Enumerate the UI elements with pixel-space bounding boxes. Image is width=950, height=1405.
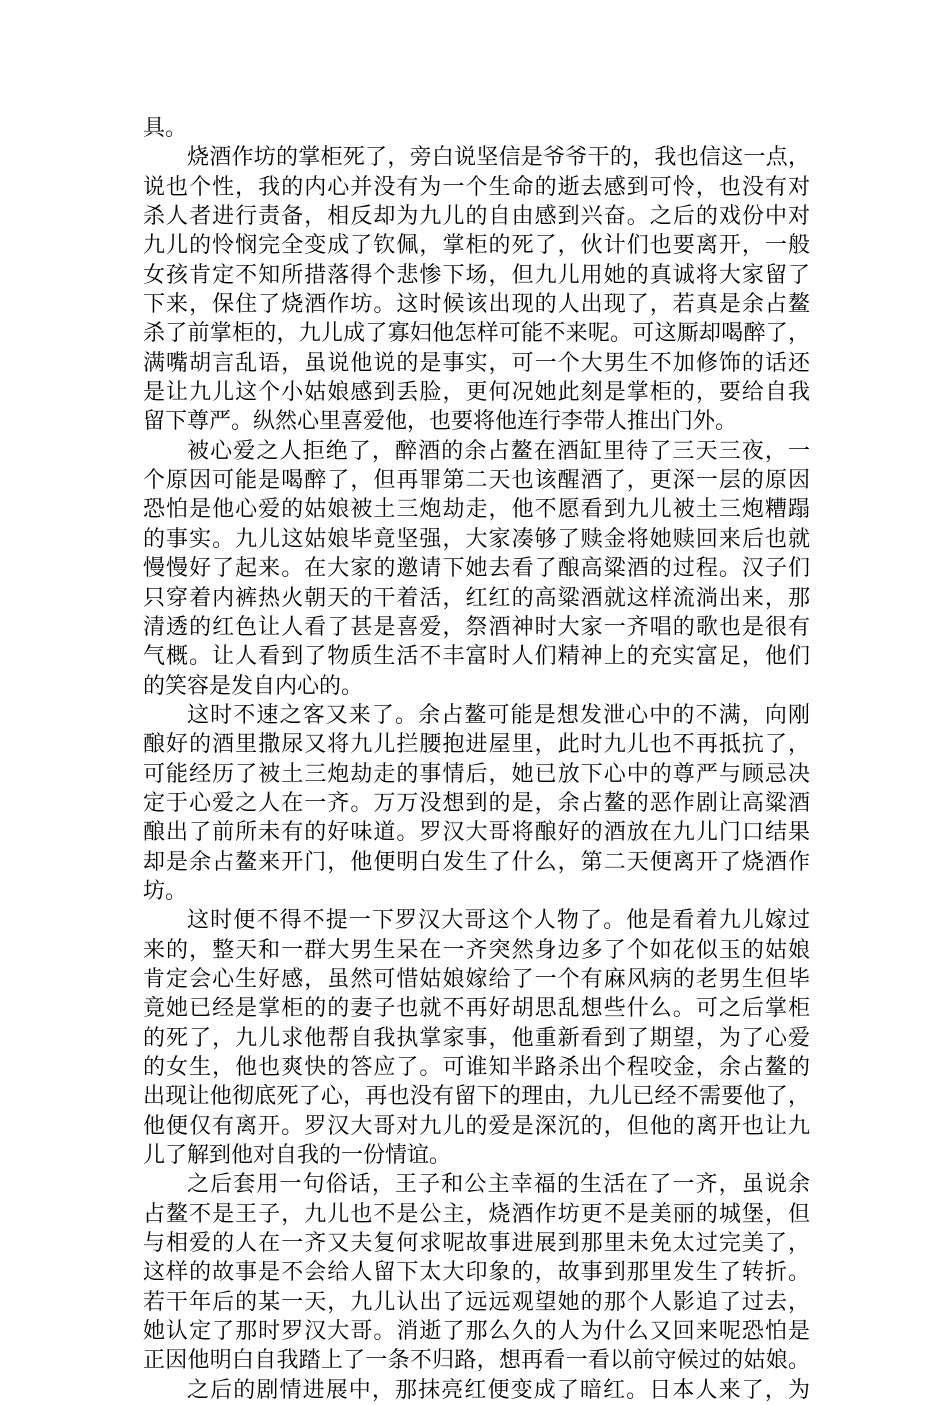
text-line: 九儿的怜悯完全变成了钦佩，掌柜的死了，伙计们也要离开，一般 xyxy=(143,233,810,259)
text-line: 儿了解到他对自我的一份情谊。 xyxy=(143,1143,452,1169)
text-line: 酿好的酒里撒尿又将九儿拦腰抱进屋里，此时九儿也不再抵抗了， xyxy=(143,732,810,758)
text-line: 可能经历了被土三炮劫走的事情后，她已放下心中的尊严与顾忌决 xyxy=(143,761,810,787)
text-line: 与相爱的人在一齐又夫复何求呢故事进展到那里未免太过完美了， xyxy=(143,1231,810,1257)
text-line: 是让九儿这个小姑娘感到丢脸，更何况她此刻是掌柜的，要给自我 xyxy=(143,380,810,406)
text-line: 酿出了前所未有的好味道。罗汉大哥将酿好的酒放在九儿门口结果 xyxy=(143,820,810,846)
text-line: 的事实。九儿这姑娘毕竟坚强，大家凑够了赎金将她赎回来后也就 xyxy=(143,526,810,552)
text-line: 个原因可能是喝醉了，但再罪第二天也该醒酒了，更深一层的原因 xyxy=(143,468,810,494)
text-line: 只穿着内裤热火朝天的干着活，红红的高粱酒就这样流淌出来，那 xyxy=(143,585,810,611)
text-line: 女孩肯定不知所措落得个悲惨下场，但九儿用她的真诚将大家留了 xyxy=(143,262,810,288)
text-line: 这样的故事是不会给人留下太大印象的，故事到那里发生了转折。 xyxy=(143,1260,810,1286)
text-line: 杀了前掌柜的，九儿成了寡妇他怎样可能不来呢。可这厮却喝醉了， xyxy=(143,321,810,347)
text-line: 慢慢好了起来。在大家的邀请下她去看了酿高粱酒的过程。汉子们 xyxy=(143,556,810,582)
text-line: 烧酒作坊的掌柜死了，旁白说坚信是爷爷干的，我也信这一点， xyxy=(187,145,810,171)
text-line: 出现让他彻底死了心，再也没有留下的理由，九儿已经不需要他了， xyxy=(143,1084,810,1110)
text-line: 占鳌不是王子，九儿也不是公主，烧酒作坊更不是美丽的城堡，但 xyxy=(143,1201,810,1227)
text-line: 杀人者进行责备，相反却为九儿的自由感到兴奋。之后的戏份中对 xyxy=(143,204,810,230)
text-line: 恐怕是他心爱的姑娘被土三炮劫走，他不愿看到九儿被土三炮糟蹋 xyxy=(143,497,810,523)
text-line: 坊。 xyxy=(143,878,188,904)
text-line: 的笑容是发自内心的。 xyxy=(143,673,364,699)
text-line: 这时便不得不提一下罗汉大哥这个人物了。他是看着九儿嫁过 xyxy=(187,908,810,934)
text-line: 的女生，他也爽快的答应了。可谁知半路杀出个程咬金，余占鳌的 xyxy=(143,1055,810,1080)
text-line: 定于心爱之人在一齐。万万没想到的是，余占鳌的恶作剧让高粱酒 xyxy=(143,790,810,816)
text-line: 这时不速之客又来了。余占鳌可能是想发泄心中的不满，向刚 xyxy=(187,702,810,728)
text-line: 之后套用一句俗话，王子和公主幸福的生活在了一齐，虽说余 xyxy=(187,1172,810,1198)
body-text xyxy=(143,114,810,1405)
text-line: 清透的红色让人看了甚是喜爱，祭酒神时大家一齐唱的歌也是很有 xyxy=(143,614,810,640)
text-line: 气概。让人看到了物质生活不丰富时人们精神上的充实富足，他们 xyxy=(143,644,810,670)
text-line: 他便仅有离开。罗汉大哥对九儿的爱是深沉的，但他的离开也让九 xyxy=(143,1113,810,1139)
text-line: 被心爱之人拒绝了，醉酒的余占鳌在酒缸里待了三天三夜，一 xyxy=(187,438,810,464)
text-line: 留下尊严。纵然心里喜爱他，也要将他连行李带人推出门外。 xyxy=(143,409,738,435)
text-line: 却是余占鳌来开门，他便明白发生了什么，第二天便离开了烧酒作 xyxy=(143,849,810,875)
text-line: 下来，保住了烧酒作坊。这时候该出现的人出现了，若真是余占鳌 xyxy=(143,292,810,318)
text-line: 之后的剧情进展中，那抹亮红便变成了暗红。日本人来了，为 xyxy=(187,1377,810,1403)
text-line: 她认定了那时罗汉大哥。消逝了那么久的人为什么又回来呢恐怕是 xyxy=(143,1319,810,1345)
text-line: 若干年后的某一天，九儿认出了远远观望她的那个人影追了过去， xyxy=(143,1289,810,1315)
text-line: 来的，整天和一群大男生呆在一齐突然身边多了个如花似玉的姑娘 xyxy=(143,937,810,963)
text-line: 竟她已经是掌柜的的妻子也就不再好胡思乱想些什么。可之后掌柜 xyxy=(143,996,810,1022)
text-line: 满嘴胡言乱语，虽说他说的是事实，可一个大男生不加修饰的话还 xyxy=(143,350,810,376)
text-line: 具。 xyxy=(143,116,188,141)
text-line: 正因他明白自我踏上了一条不归路，想再看一看以前守候过的姑娘。 xyxy=(143,1348,810,1374)
text-line: 的死了，九儿求他帮自我执掌家事，他重新看到了期望，为了心爱 xyxy=(143,1025,810,1051)
text-line: 说也个性，我的内心并没有为一个生命的逝去感到可怜，也没有对 xyxy=(143,174,810,200)
text-line: 肯定会心生好感，虽然可惜姑娘嫁给了一个有麻风病的老男生但毕 xyxy=(143,966,810,992)
